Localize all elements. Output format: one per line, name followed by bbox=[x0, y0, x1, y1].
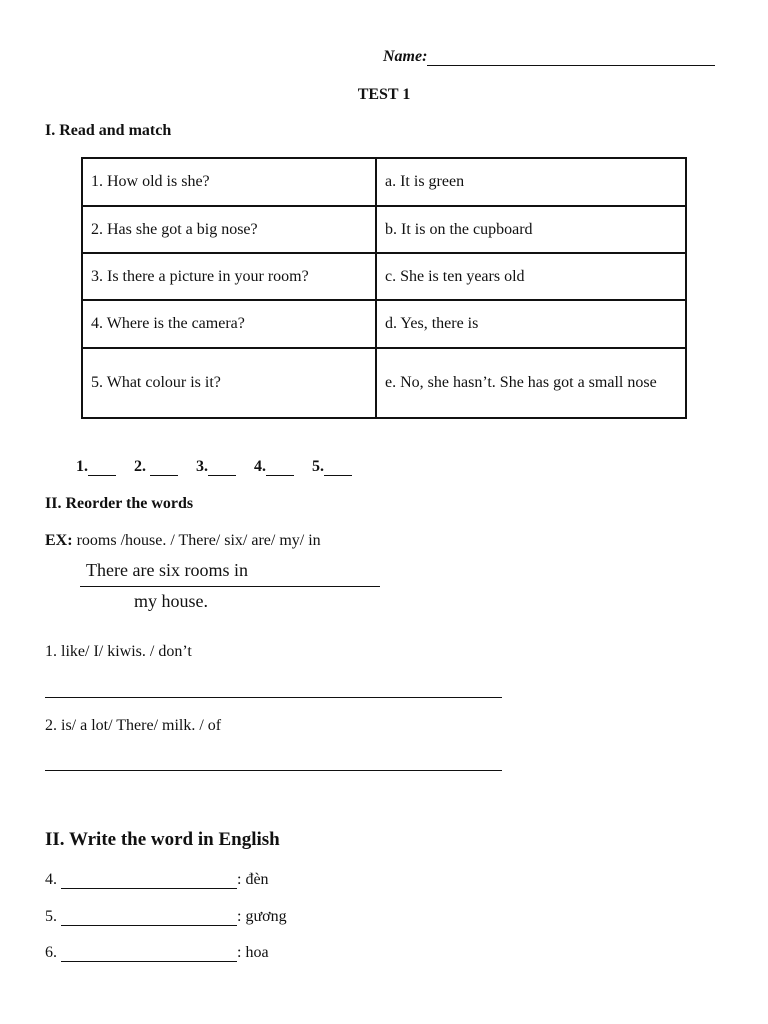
name-blank-line[interactable] bbox=[427, 49, 715, 66]
example-answer-line-2: my house. bbox=[134, 591, 208, 611]
answer-cell: a. It is green bbox=[376, 158, 686, 206]
table-row bbox=[82, 348, 686, 418]
answer-line[interactable] bbox=[45, 697, 502, 698]
word-vietnamese: : hoa bbox=[237, 944, 269, 961]
answer-slot[interactable]: 5. bbox=[312, 458, 352, 475]
word-vietnamese: : gương bbox=[237, 908, 287, 925]
answer-slots bbox=[76, 458, 366, 476]
table-row bbox=[82, 300, 686, 348]
name-label: Name: bbox=[383, 48, 428, 65]
table-row bbox=[82, 158, 686, 206]
word-number: 4. bbox=[45, 871, 57, 888]
answer-slot[interactable]: 2. bbox=[134, 458, 178, 475]
word-item bbox=[45, 871, 269, 889]
page-title: TEST 1 bbox=[357, 86, 411, 103]
answer-slot[interactable]: 1. bbox=[76, 458, 116, 475]
answer-blank[interactable] bbox=[150, 461, 178, 476]
example-words: rooms /house. / There/ six/ are/ my/ in bbox=[76, 532, 321, 549]
question-cell: 1. How old is she? bbox=[82, 158, 376, 206]
word-vietnamese: : đèn bbox=[237, 871, 269, 888]
question-cell: 4. Where is the camera? bbox=[82, 300, 376, 348]
example-label: EX: bbox=[45, 532, 73, 549]
word-item bbox=[45, 944, 269, 962]
example-prompt bbox=[45, 532, 321, 550]
table-row bbox=[82, 253, 686, 300]
answer-blank[interactable] bbox=[208, 461, 236, 476]
word-number: 6. bbox=[45, 944, 57, 961]
word-blank[interactable] bbox=[61, 947, 237, 962]
answer-blank[interactable] bbox=[88, 461, 116, 476]
word-blank[interactable] bbox=[61, 874, 237, 889]
section-1-heading: I. Read and match bbox=[45, 122, 172, 139]
reorder-item-2: 2. is/ a lot/ There/ milk. / of bbox=[45, 717, 222, 734]
answer-slot[interactable]: 3. bbox=[196, 458, 236, 475]
answer-blank[interactable] bbox=[266, 461, 294, 476]
word-blank[interactable] bbox=[61, 911, 237, 926]
question-cell: 3. Is there a picture in your room? bbox=[82, 253, 376, 300]
example-answer-line-1: There are six rooms in bbox=[80, 560, 380, 587]
answer-line[interactable] bbox=[45, 770, 502, 771]
word-item bbox=[45, 908, 287, 926]
section-3-heading: II. Write the word in English bbox=[45, 829, 280, 850]
example-answer bbox=[80, 560, 380, 615]
answer-cell: e. No, she hasn’t. She has got a small nose bbox=[376, 348, 686, 418]
question-cell: 5. What colour is it? bbox=[82, 348, 376, 418]
question-cell: 2. Has she got a big nose? bbox=[82, 206, 376, 253]
name-field[interactable] bbox=[383, 48, 715, 66]
section-2-heading: II. Reorder the words bbox=[45, 495, 194, 512]
reorder-item-1: 1. like/ I/ kiwis. / don’t bbox=[45, 643, 192, 660]
match-table bbox=[81, 157, 687, 419]
word-number: 5. bbox=[45, 908, 57, 925]
table-row bbox=[82, 206, 686, 253]
answer-blank[interactable] bbox=[324, 461, 352, 476]
answer-cell: b. It is on the cupboard bbox=[376, 206, 686, 253]
answer-cell: d. Yes, there is bbox=[376, 300, 686, 348]
answer-slot[interactable]: 4. bbox=[254, 458, 294, 475]
answer-cell: c. She is ten years old bbox=[376, 253, 686, 300]
